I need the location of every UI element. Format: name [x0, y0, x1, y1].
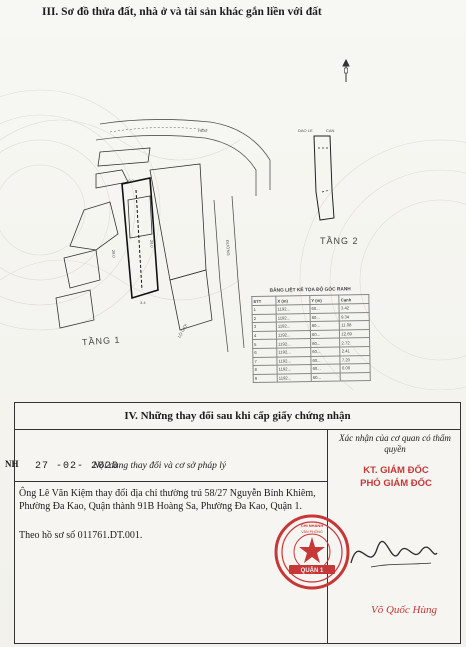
- svg-text:LỘ GIỚI: LỘ GIỚI: [176, 322, 189, 339]
- coord-row: [253, 372, 370, 383]
- file-reference: Theo hồ sơ số 011761.DT.001.: [19, 530, 143, 541]
- coord-cell: 1192...: [276, 322, 310, 331]
- signer-name: Võ Quốc Hùng: [371, 604, 437, 616]
- coord-header-y: Y (m): [310, 295, 340, 305]
- row-divider: [15, 481, 327, 482]
- floor-1-label: TẦNG 1: [81, 334, 121, 348]
- land-plot-map: [0, 20, 466, 390]
- coord-cell: 1: [252, 305, 276, 314]
- coord-cell: 7.20: [340, 355, 370, 364]
- coord-cell: 1192...: [277, 365, 311, 374]
- coord-cell: 1192...: [277, 373, 311, 382]
- section3-title: III. Sơ đồ thửa đất, nhà ở và tài sản khác gắn liền với đất: [42, 6, 322, 18]
- stamp-seal-icon: [273, 513, 351, 591]
- road-lines: [96, 119, 270, 352]
- margin-tag: NH: [5, 459, 19, 469]
- coord-cell: 1192...: [276, 313, 310, 322]
- coord-cell: 3: [252, 322, 276, 331]
- coord-cell: 9.34: [340, 312, 370, 321]
- map-drawing: [0, 20, 466, 390]
- coord-cell: 2.41: [340, 346, 370, 355]
- coord-cell: 1192...: [276, 305, 310, 314]
- svg-text:ĐƯỜNG: ĐƯỜNG: [225, 239, 232, 256]
- change-description: Ông Lê Văn Kiệm thay đổi địa chỉ thường trú 58/27 Nguyễn Bỉnh Khiêm, Phường Đa Kao, Quận thành 91B Hoàng Sa, Phường Đa Kao, Quận 1.: [19, 488, 316, 512]
- coord-cell: 4: [252, 331, 276, 340]
- coord-header-edge: Cạnh: [339, 294, 369, 304]
- coord-cell: 1192...: [277, 347, 311, 356]
- coord-cell: 60...: [311, 347, 341, 356]
- content-column-header: Nội dung thay đổi và cơ sở pháp lý: [93, 461, 227, 471]
- signature: [341, 523, 441, 583]
- coord-cell: 8: [253, 365, 277, 374]
- coord-header-x: X (m): [276, 296, 310, 306]
- coordinate-table: [251, 287, 371, 383]
- official-stamp: [273, 513, 351, 591]
- floor-2-label: TẦNG 2: [320, 236, 359, 246]
- changes-section: [5, 402, 461, 644]
- svg-text:3.4: 3.4: [140, 300, 146, 305]
- sign-title-line-2: PHÓ GIÁM ĐỐC: [360, 478, 432, 489]
- coord-cell: 5: [253, 339, 277, 348]
- svg-text:CHI NHÁNH: CHI NHÁNH: [300, 523, 324, 528]
- coord-cell: 12.69: [340, 329, 370, 338]
- background-guilloche: [0, 90, 466, 390]
- coord-cell: 9: [253, 374, 277, 383]
- coord-cell: 3.42: [339, 303, 369, 312]
- svg-text:QUẬN 1: QUẬN 1: [300, 568, 324, 574]
- svg-text:10.0: 10.0: [126, 178, 134, 183]
- svg-text:CAN: CAN: [326, 128, 335, 133]
- coord-cell: 60...: [310, 304, 340, 313]
- coord-cell: 2.72: [340, 338, 370, 347]
- change-content: [19, 487, 323, 513]
- change-date: 27 -02- 2020: [35, 461, 120, 472]
- sign-title-line-1: KT. GIÁM ĐỐC: [363, 465, 429, 476]
- coord-header-stt: STT: [252, 296, 276, 305]
- coord-cell: 1192...: [277, 356, 311, 365]
- coord-cell: 2: [252, 314, 276, 323]
- svg-text:29.0: 29.0: [149, 239, 155, 248]
- coord-cell: 11.08: [340, 321, 370, 330]
- coord-cell: 60...: [311, 338, 341, 347]
- coord-cell: 60...: [310, 313, 340, 322]
- coord-cell: 0.00: [340, 364, 370, 373]
- coord-cell: 1192...: [277, 339, 311, 348]
- signing-authority: [333, 464, 459, 490]
- coord-cell: 60...: [310, 321, 340, 330]
- coord-cell: 60...: [310, 330, 340, 339]
- north-arrow: [343, 60, 349, 82]
- coord-cell: 7: [253, 357, 277, 366]
- coord-cell: 6: [253, 348, 277, 357]
- coord-cell: [341, 372, 371, 381]
- coordinate-table-title: BẢNG LIỆT KÊ TỌA ĐỘ GÓC RANH: [269, 287, 351, 294]
- svg-text:DAO LE: DAO LE: [298, 128, 313, 133]
- svg-text:28.0: 28.0: [111, 249, 117, 258]
- signature-icon: [341, 523, 441, 583]
- coord-cell: 60...: [311, 356, 341, 365]
- confirm-column-header: Xác nhận của cơ quan có thẩm quyền: [339, 433, 451, 454]
- svg-text:HẺM: HẺM: [198, 128, 207, 133]
- section4-title: IV. Những thay đổi sau khi cấp giấy chứng nhận: [15, 403, 460, 430]
- neighbor-parcels: [56, 148, 212, 330]
- main-parcel: [122, 178, 158, 298]
- svg-text:VĂN PHÒNG: VĂN PHÒNG: [301, 530, 323, 534]
- floor-2-parcel: [314, 136, 334, 220]
- coord-cell: 60...: [311, 373, 341, 382]
- coord-cell: 60...: [311, 364, 341, 373]
- coord-cell: 1192...: [276, 330, 310, 339]
